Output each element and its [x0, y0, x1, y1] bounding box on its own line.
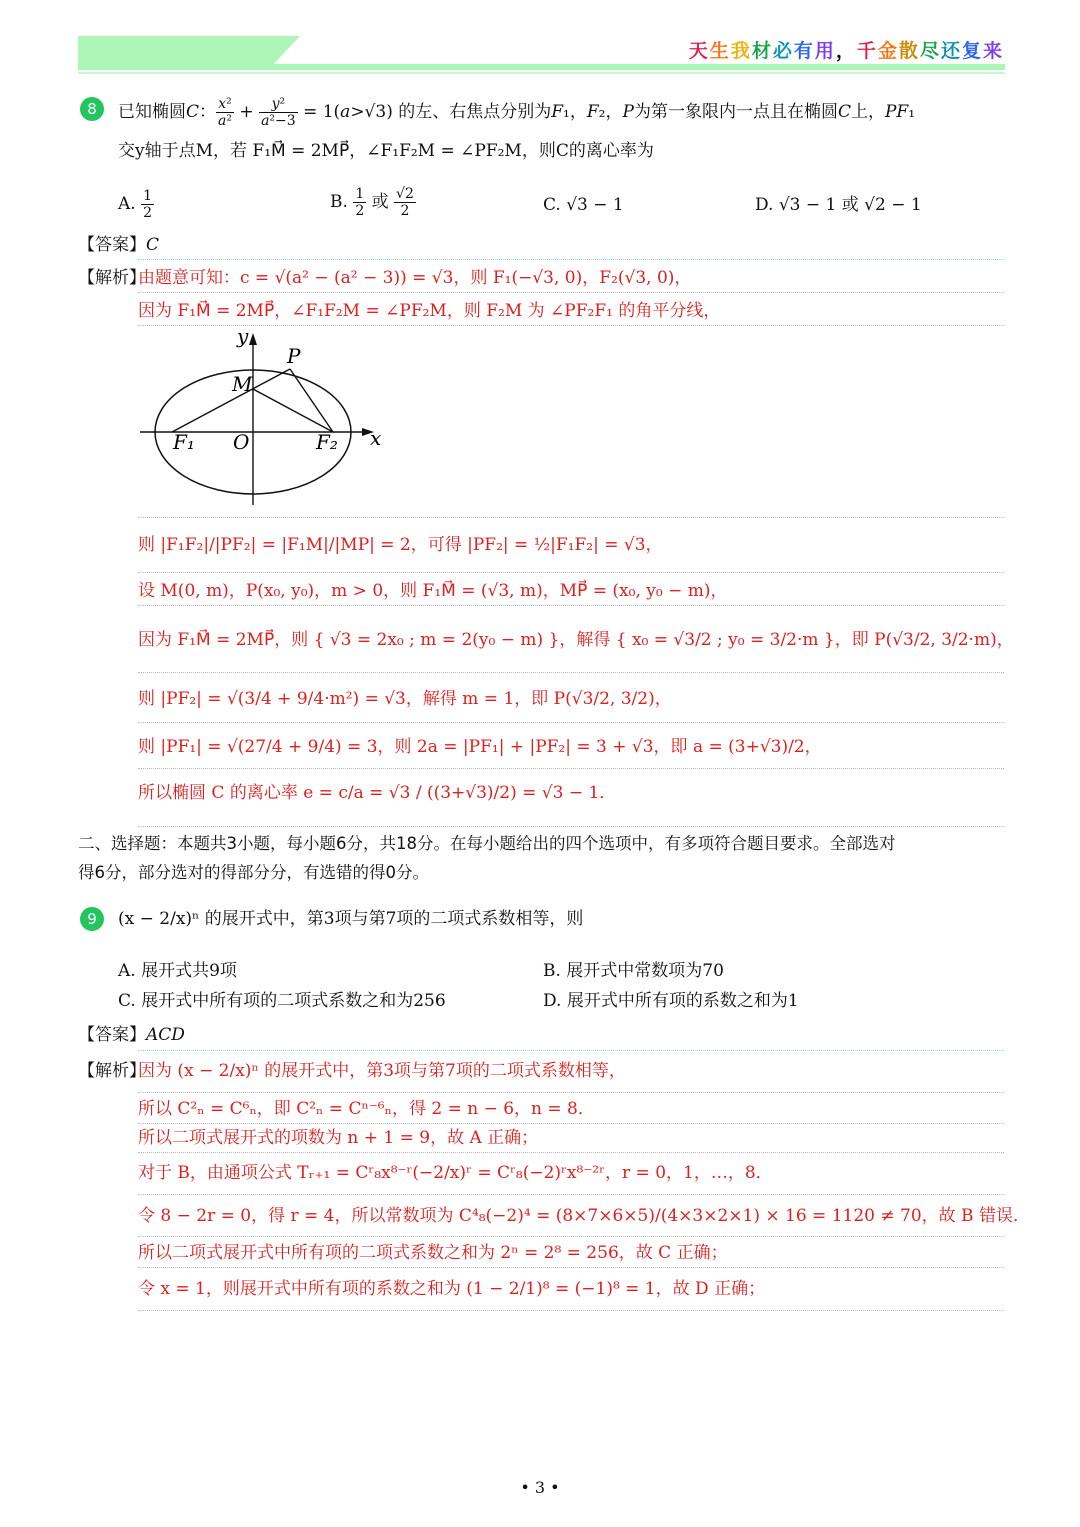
option-d: D. 展开式中所有项的系数之和为1: [543, 991, 799, 1011]
label-m: M: [232, 372, 253, 396]
answer-value: C: [146, 235, 160, 255]
slogan-char: 尽: [919, 40, 941, 62]
label-x: x: [370, 426, 382, 450]
rule: [138, 722, 1004, 723]
rule: [138, 292, 1004, 293]
analysis-line-5: 令 8 − 2r = 0，得 r = 4，所以常数项为 C⁴₈(−2)⁴ = (8×7×6×5)/(4×3×2×1) × 16 = 1120 ≠ 70，故 B 错误．: [138, 1206, 1030, 1226]
slogan-char: 还: [940, 40, 962, 62]
slogan-char: 复: [961, 40, 983, 62]
answer-line: [78, 1022, 185, 1048]
analysis-line-7: 则 |PF₁| = √(27/4 + 9/4) = 3，则 2a = |PF₁| + |PF₂| = 3 + √3，即 a = (3+√3)/2，: [138, 737, 822, 757]
answer-label: 【答案】: [78, 235, 146, 255]
analysis-label: 【解析】: [78, 1061, 146, 1081]
answer-value: ACD: [146, 1025, 185, 1045]
rule: [138, 572, 1004, 573]
option-b: B. $\frac{1}{2}$ 或 $\frac{√2}{2}$: [330, 186, 414, 219]
analysis-line-5: 因为 F₁M⃗ = 2MP⃗，则 { √3 = 2x₀ ; m = 2(y₀ − m) }，解得 { x₀ = √3/2 ; y₀ = 3/2·m }，即 P(√3/2, 3/2·m)，: [138, 630, 1014, 650]
analysis-line-7: 令 x = 1，则展开式中所有项的系数之和为 (1 − 2/1)⁸ = (−1)⁸ = 1，故 D 正确；: [138, 1279, 766, 1299]
label-y: y: [237, 325, 249, 348]
rule: [138, 605, 1004, 606]
rule: [138, 1310, 1004, 1311]
analysis-line-3: 则 |F₁F₂|/|PF₂| = |F₁M|/|MP| = 2，可得 |PF₂| = ½|F₁F₂| = √3，: [138, 535, 663, 555]
rule: [138, 672, 1004, 673]
analysis-line-4: 对于 B，由通项公式 Tᵣ₊₁ = Cʳ₈x⁸⁻ʳ(−2/x)ʳ = Cʳ₈(−2)ʳx⁸⁻²ʳ，r = 0，1，…，8．: [138, 1163, 773, 1183]
slogan-char: 天: [688, 40, 710, 62]
section-heading-line-1: 二、选择题：本题共3小题，每小题6分，共18分。在每小题给出的四个选项中，有多项符合题目要求。全部选对: [78, 834, 896, 853]
slogan-char: 我: [730, 40, 752, 62]
option-d: D. √3 − 1 或 √2 − 1: [755, 195, 922, 215]
label-f2: F₂: [316, 430, 338, 454]
rule: [138, 768, 1004, 769]
option-a: A. $\frac{1}{2}$: [118, 188, 153, 221]
slogan-char: 材: [751, 40, 773, 62]
option-a: A. 展开式共9项: [118, 961, 237, 981]
segment-p-f2: [290, 369, 333, 432]
rule: [138, 1194, 1004, 1195]
question-stem: (x − 2/x)ⁿ 的展开式中，第3项与第7项的二项式系数相等，则: [118, 909, 584, 929]
analysis-line-4: 设 M(0, m)，P(x₀, y₀)，m > 0，则 F₁M⃗ = (√3, m)，MP⃗ = (x₀, y₀ − m)，: [138, 581, 728, 601]
slogan-char: 必: [772, 40, 794, 62]
analysis-line-3: 所以二项式展开式的项数为 n + 1 = 9，故 A 正确；: [138, 1128, 539, 1148]
slogan-char: 用: [814, 40, 836, 62]
rule: [138, 1123, 1004, 1124]
slogan-char: ，: [835, 40, 857, 62]
answer-label: 【答案】: [78, 1025, 146, 1045]
header-rule-thin: [78, 72, 1005, 74]
option-c: C. 展开式中所有项的二项式系数之和为256: [118, 991, 446, 1011]
slogan-char: 有: [793, 40, 815, 62]
label-o: O: [233, 430, 250, 454]
label-f1: F₁: [173, 430, 195, 454]
segment-m-f2: [253, 389, 333, 432]
rule: [138, 1267, 1004, 1268]
rule: [138, 1152, 1004, 1153]
header-slogan: [689, 36, 1004, 63]
slogan-char: 千: [856, 40, 878, 62]
slogan-char: 生: [709, 40, 731, 62]
page-number: • 3 •: [520, 1478, 560, 1497]
question-number-badge: 9: [80, 907, 104, 931]
rule: [138, 1092, 1004, 1093]
answer-line: [78, 232, 159, 258]
analysis-line-8: 所以椭圆 C 的离心率 e = c/a = √3 / ((3+√3)/2) = √3 − 1．: [138, 783, 617, 803]
analysis-line-1: 由题意可知：c = √(a² − (a² − 3)) = √3，则 F₁(−√3, 0)，F₂(√3, 0)，: [138, 268, 692, 288]
rule: [138, 1236, 1004, 1237]
rule: [138, 259, 1004, 260]
analysis-line-1: 因为 (x − 2/x)ⁿ 的展开式中，第3项与第7项的二项式系数相等，: [138, 1061, 626, 1081]
rule: [138, 517, 1004, 518]
analysis-line-2: 因为 F₁M⃗ = 2MP⃗，∠F₁F₂M = ∠PF₂M，则 F₂M 为 ∠PF₂F₁ 的角平分线，: [138, 301, 721, 321]
slogan-char: 来: [982, 40, 1004, 62]
question-number-badge: 8: [80, 97, 104, 121]
rule: [138, 826, 1004, 827]
rule: [138, 1050, 1004, 1051]
option-c: C. √3 − 1: [543, 195, 624, 215]
option-b: B. 展开式中常数项为70: [543, 961, 724, 981]
header-rule: [78, 64, 1005, 70]
analysis-line-6: 则 |PF₂| = √(3/4 + 9/4·m²) = √3，解得 m = 1，即 P(√3/2, 3/2)，: [138, 689, 672, 709]
analysis-line-6: 所以二项式展开式中所有项的二项式系数之和为 2ⁿ = 2⁸ = 256，故 C 正确；: [138, 1243, 728, 1263]
slogan-char: 金: [877, 40, 899, 62]
analysis-line-2: 所以 C²ₙ = C⁶ₙ，即 C²ₙ = Cⁿ⁻⁶ₙ，得 2 = n − 6，n = 8．: [138, 1099, 595, 1119]
slogan-char: 散: [898, 40, 920, 62]
label-p: P: [287, 344, 301, 368]
ellipse-figure: [130, 325, 400, 510]
segment-f1-p: [172, 369, 290, 432]
question-stem-line-1: 已知椭圆C： $\frac{\text{x²}}{\text{a²}}$ + $\frac{\text{y²}}{\text{a²−3}}$ = 1(a>√3) 的左、右焦点分别为F₁，F₂，P为第一象限内一点且在椭圆C上，PF₁: [118, 96, 916, 129]
section-heading-line-2: 得6分，部分选对的得部分分，有选错的得0分。: [78, 863, 429, 882]
question-stem-line-2: 交y轴于点M，若 F₁M⃗ = 2MP⃗，∠F₁F₂M = ∠PF₂M，则C的离心率为: [118, 141, 654, 161]
analysis-label: 【解析】: [78, 268, 146, 288]
y-axis-arrow: [249, 333, 257, 345]
